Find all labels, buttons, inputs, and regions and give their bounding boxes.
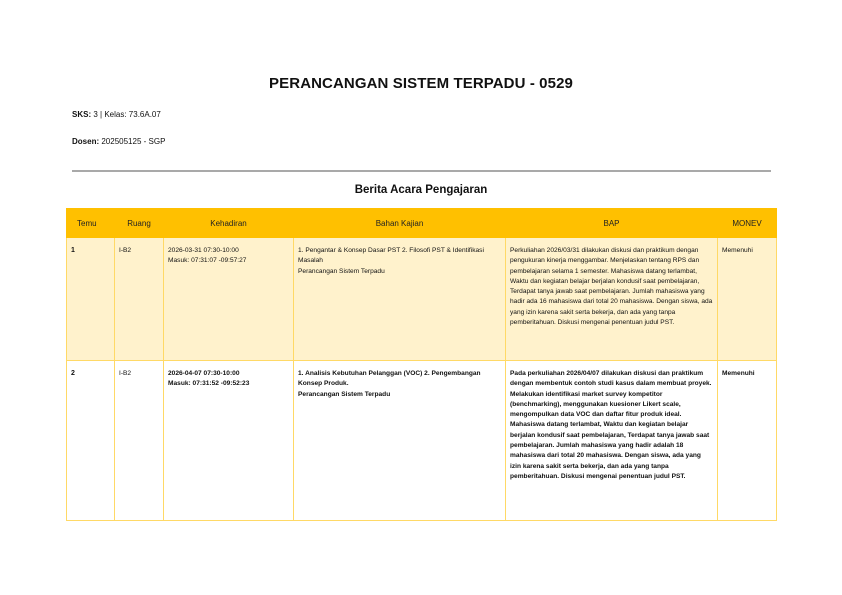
bahan-matakuliah: Perancangan Sistem Terpadu (298, 390, 391, 398)
cell-ruang: I-B2 (115, 361, 164, 521)
sks-value: 3 | Kelas: 73.6A.07 (93, 110, 161, 119)
kehadiran-masuk: Masuk: 07:31:07 -09:57:27 (168, 257, 247, 265)
sks-kelas-line (72, 110, 161, 119)
dosen-value: 202505125 - SGP (101, 137, 166, 146)
cell-temu: 1 (67, 238, 115, 361)
cell-bap: Pada perkuliahan 2026/04/07 dilakukan diskusi dan praktikum dengan membentuk contoh studi kasus dalam membuat proyek. Melakukan identifikasi market survey kompetitor (benchmarking), menggunakan kuesioner Likert scale, mengompulkan data VOC dan daftar fitur produk ideal. Mahasiswa datang terlambat, Waktu dan kegiatan belajar berjalan kondusif saat pembelajaran, Terdapat tanya jawab saat pembelajaran. Jumlah mahasiswa yang hadir adalah 18 mahasiswa dari total 20 mahasiswa. Dengan siswa, ada yang izin karena sakit serta bekerja, dan ada yang tanpa pemberitahuan. Diskusi mengenai penentuan judul PST. (506, 361, 718, 521)
cell-kehadiran (164, 361, 294, 521)
cell-bahan-kajian (294, 238, 506, 361)
section-title: Berita Acara Pengajaran (354, 184, 488, 196)
table-row (67, 238, 777, 361)
bahan-topik: 1. Analisis Kebutuhan Pelanggan (VOC) 2. Pengembangan Konsep Produk. (298, 370, 481, 388)
divider (72, 170, 771, 172)
cell-bap: Perkuliahan 2026/03/31 dilakukan diskusi dan praktikum dengan pengukuran kinerja menggambar. Menjelaskan tentang RPS dan pembelajaran selama 1 semester. Mahasiswa datang terlambat, Waktu dan kegiatan belajar berjalan kondusif saat pembelajaran, Terdapat tanya jawab saat pembelajaran. Jumlah mahasiswa yang hadir ada 16 mahasiswa dari total 20 mahasiswa. Dengan siswa, ada yang izin karena sakit serta bekerja, dan ada yang tanpa pemberitahuan. Diskusi mengenai penentuan judul PST. (506, 238, 718, 361)
cell-kehadiran (164, 238, 294, 361)
header-temu: Temu (67, 209, 115, 238)
header-ruang: Ruang (115, 209, 164, 238)
table-row (67, 361, 777, 521)
table-header-row (67, 209, 777, 238)
kehadiran-jadwal: 2026-03-31 07:30-10:00 (168, 247, 239, 254)
cell-temu: 2 (67, 361, 115, 521)
header-monev: MONEV (718, 209, 777, 238)
bahan-topik: 1. Pengantar & Konsep Dasar PST 2. Filosofi PST & Identifikasi Masalah (298, 247, 484, 265)
header-bahan-kajian: Bahan Kajian (294, 209, 506, 238)
header-bap: BAP (506, 209, 718, 238)
bap-table (66, 208, 777, 521)
cell-monev: Memenuhi (718, 238, 777, 361)
kehadiran-jadwal: 2026-04-07 07:30-10:00 (168, 370, 240, 377)
dosen-line (72, 137, 165, 146)
document-title: PERANCANGAN SISTEM TERPADU - 0529 (269, 75, 573, 92)
sks-label: SKS: (72, 110, 92, 119)
cell-monev: Memenuhi (718, 361, 777, 521)
kehadiran-masuk: Masuk: 07:31:52 -09:52:23 (168, 380, 250, 388)
cell-bahan-kajian (294, 361, 506, 521)
cell-ruang: I-B2 (115, 238, 164, 361)
bahan-matakuliah: Perancangan Sistem Terpadu (298, 267, 385, 275)
header-kehadiran: Kehadiran (164, 209, 294, 238)
dosen-label: Dosen: (72, 137, 100, 146)
